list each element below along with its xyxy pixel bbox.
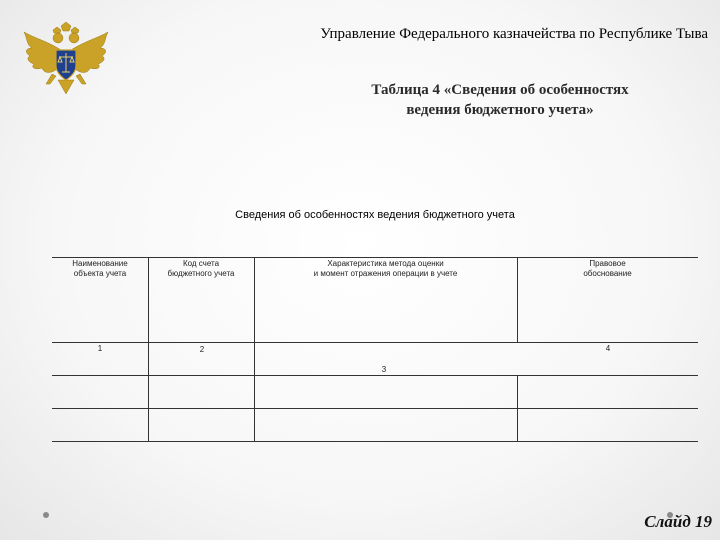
budget-accounting-table (52, 257, 698, 442)
column-number-1: 1 (97, 344, 103, 353)
table-title (340, 80, 660, 120)
treasury-eagle-emblem-icon (20, 22, 112, 102)
column-number-4: 4 (605, 344, 611, 353)
header-legal-basis: Правовое обоснование (583, 259, 632, 278)
organization-title: Управление Федерального казначейства по Республике Тыва (320, 26, 708, 42)
column-number-3: 3 (381, 365, 387, 374)
table-title-line1: Таблица 4 «Сведения об особенностях (371, 82, 629, 98)
column-number-2: 2 (199, 345, 205, 354)
section-title: Сведения об особенностях ведения бюджетного учета (235, 209, 515, 221)
header-object-name: Наименование объекта учета (72, 259, 128, 278)
table-title-line2: ведения бюджетного учета» (406, 102, 594, 118)
header-account-code: Код счета бюджетного учета (167, 259, 235, 278)
slide-number: Слайд 19 (644, 512, 712, 531)
table-column-divider (254, 257, 255, 442)
decorative-dot (43, 512, 49, 518)
table-column-divider (148, 257, 149, 442)
table-column-divider (517, 375, 518, 442)
header-valuation-method: Характеристика метода оценки и момент отражения операции в учете (313, 259, 458, 278)
